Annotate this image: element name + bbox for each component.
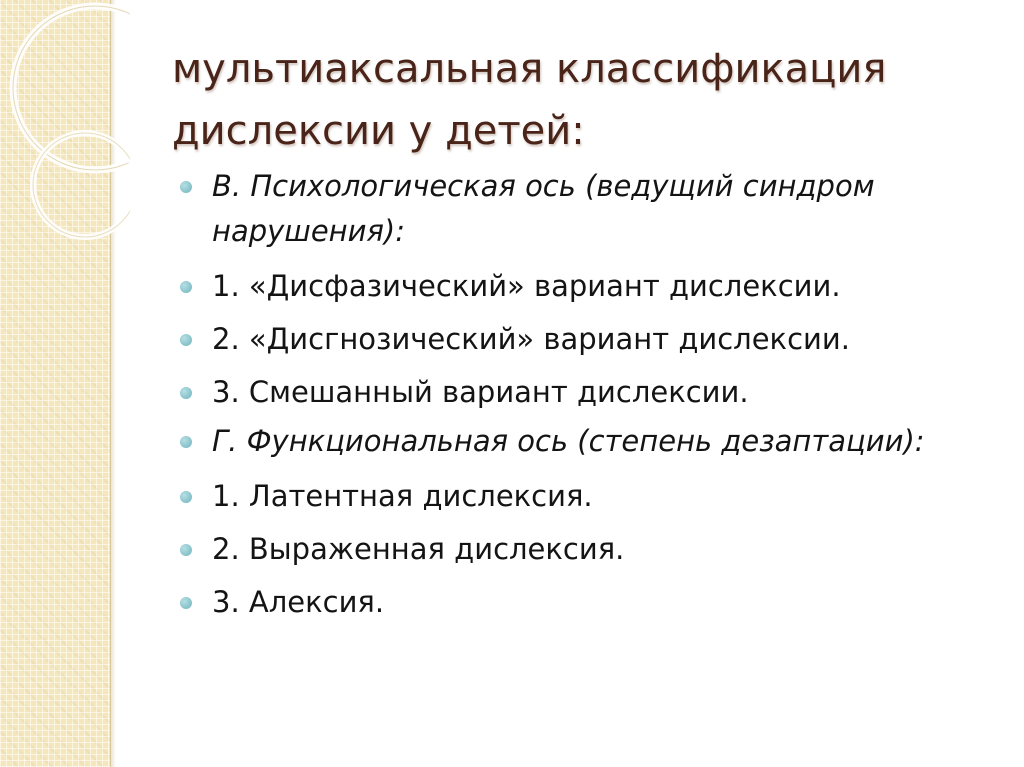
circle-bullet-icon [180,181,192,193]
list-item [180,576,1000,629]
list-item [180,470,1000,523]
list-item-text: 3. Смешанный вариант дислексии. [212,375,749,409]
list-item-text: 1. Латентная дислексия. [212,479,593,513]
list-item [180,419,1000,464]
circle-bullet-icon [180,387,192,399]
circle-bullet-icon [180,544,192,556]
title-line: дислексии у детей: [172,108,585,154]
circle-bullet-icon [180,597,192,609]
circle-bullet-icon [180,491,192,503]
list-item-text: Г. Функциональная ось (степень дезаптации): [212,424,925,458]
title-line: мультиаксальная классификация [172,46,887,92]
circle-bullet-icon [180,436,192,448]
list-item-text: В. Психологическая ось (ведущий синдром нарушения): [212,169,875,248]
circle-bullet-icon [180,334,192,346]
list-item [180,164,1000,254]
list-item-text: 3. Алексия. [212,585,385,619]
list-item [180,260,1000,313]
list-item-text: 2. «Дисгнозический» вариант дислексии. [212,322,850,356]
list-item-text: 1. «Дисфазический» вариант дислексии. [212,269,841,303]
list-item [180,313,1000,366]
bullet-list [180,164,1000,629]
slide-title [172,38,992,162]
circle-bullet-icon [180,281,192,293]
list-item-text: 2. Выраженная дислексия. [212,532,625,566]
list-item [180,366,1000,419]
list-item [180,523,1000,576]
ring-decoration-icon [0,0,130,260]
